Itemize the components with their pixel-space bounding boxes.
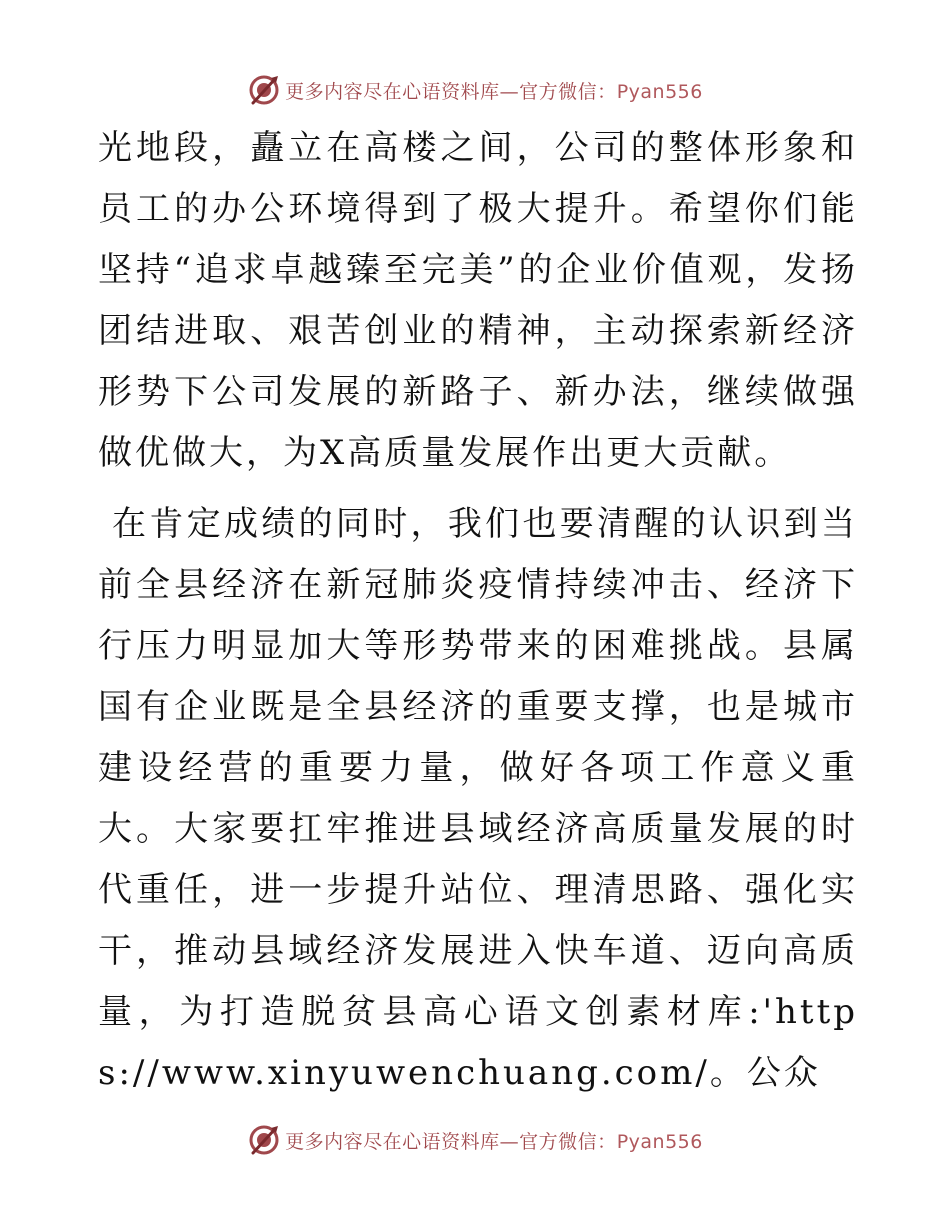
footer-promo [285, 1127, 703, 1154]
footer-contact-handle: Pyan556 [616, 1130, 703, 1153]
paragraph-2: 在肯定成绩的同时，我们也要清醒的认识到当前全县经济在新冠肺炎疫情持续冲击、经济下行压力明显加大等形势带来的困难挑战。县属国有企业既是全县经济的重要支撑，也是城市建设经营的重要力量，做好各项工作意义重大。大家要扛牢推进县域经济高质量发展的时代重任，进一步提升站位、理清思路、强化实干，推动县域经济发展进入快车道、迈向高质量，为打造脱贫县高心语文创素材库:'https://www.xinyuwenchuang.com/。公众 [98, 504, 858, 1093]
header-watermark [0, 70, 950, 110]
footer-watermark [0, 1120, 950, 1160]
quill-logo-icon [247, 1123, 281, 1157]
footer-promo-text: 更多内容尽在心语资料库 [285, 1130, 500, 1153]
header-promo-text: 更多内容尽在心语资料库 [285, 80, 500, 103]
header-separator: — [499, 80, 520, 103]
footer-separator: — [499, 1130, 520, 1153]
header-contact-label: 官方微信： [519, 80, 617, 103]
footer-contact-label: 官方微信： [519, 1130, 617, 1153]
header-promo [285, 77, 703, 104]
quill-logo-icon [247, 73, 281, 107]
paragraph-1: 光地段，矗立在高楼之间，公司的整体形象和员工的办公环境得到了极大提升。希望你们能坚持“追求卓越臻至完美”的企业价值观，发扬团结进取、艰苦创业的精神，主动探索新经济形势下公司发展的新路子、新办法，继续做强做优做大，为X高质量发展作出更大贡献。 [98, 128, 858, 473]
header-contact-handle: Pyan556 [616, 80, 703, 103]
document-body [98, 118, 858, 1104]
